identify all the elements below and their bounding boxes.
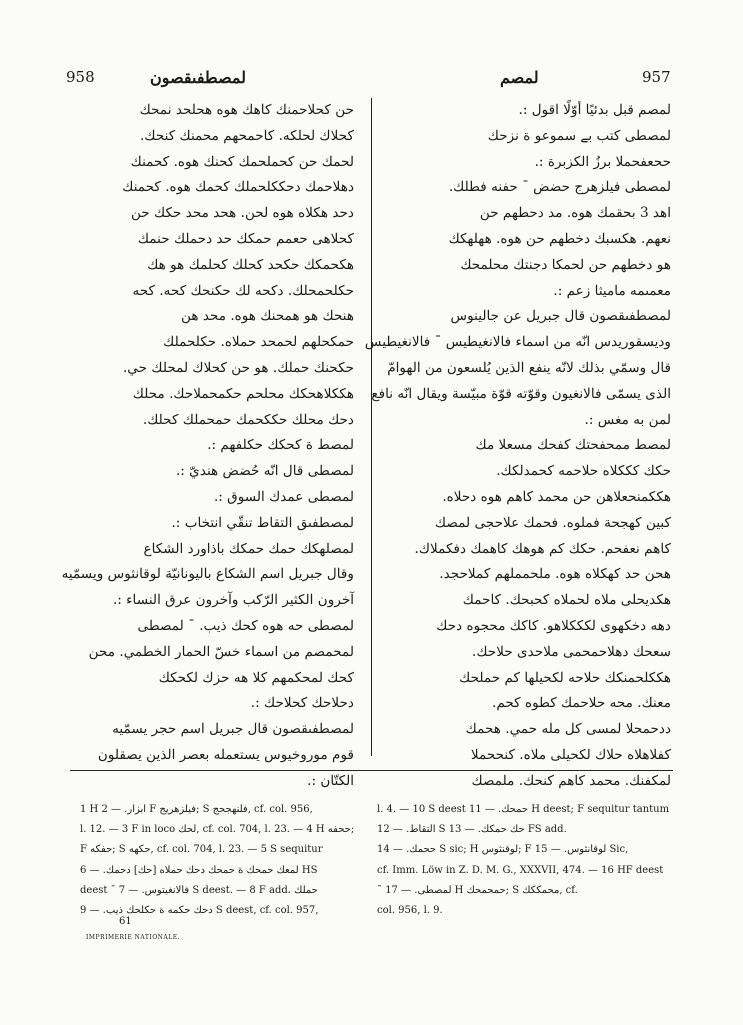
text-line: هككمنحعلاهن حن محمد كاهم هوه دحلاه. [442,488,671,505]
text-line: وديسقوريدس انّه من اسماء فالانغيطيس ¯ فالانغيطيس [364,334,671,351]
text-line: حكحنك حملك. هو حن كحلاك لمحلك حي. [122,359,354,376]
text-line: قوم موروخيوس يستعمله بعصر الذين يصقلون [97,746,354,763]
footnotes-left [80,800,375,921]
footnote-line: 1 H ابزار. — 2 F فيلزهريج; S فلنهجحج, cf. col. 956, [80,804,313,815]
footnote-line: cf. Imm. Löw in Z. D. M. G., XXXVII, 474. — 16 HF deest [377,864,664,876]
footnotes-right [377,800,672,921]
text-line: لمحمصم من اسماء خسّ الحمار الخطمي. محن [88,643,354,660]
right-page-number: 957 [642,68,671,86]
text-line: دهلاحمك دحككلحملك كحمك هوه. كحمنك [122,179,354,196]
footnote-line: l. 12. — 3 F in loco لحك, cf. col. 704, l. 23. — 4 H ححفه; [80,824,355,836]
footnote-line: col. 956, l. 9. [377,905,443,917]
footnote-line: deest ¯ فالانغيتوس. — 7 S deest. — 8 F add. حملك [80,884,318,896]
footnote-line: التقاط. — 12 S حك حمكك. — 13 FS add. [377,824,567,836]
left-running-head: لمصطفىقصون [150,68,247,87]
text-line: لمصلهكك حمك حمكك باذاورد الشكاع [143,540,354,557]
text-line: كحلاهى حعمم حمكك حد دحملك حنمك [137,230,354,247]
text-line: وقال جبريل اسم الشكاع باليونانيّة لوقانثوس ويسمّيه [61,566,354,583]
text-line: آخرون الكثير الرّكب وآخرون عرق النساء :. [112,592,354,609]
text-line: لمن به مغس :. [584,411,671,428]
text-line: لمصطى حه هوه كحك ذيب. ¯ لمصطى [137,617,354,634]
text-line: هو دخطهم حن لحمكا دجنتك محلمحك [460,256,671,273]
text-line: هنحك هو همحنك هوه. محد هن [180,308,354,325]
text-line: هكحمكك حكحد كحلك كحلمك هو هك [147,256,354,273]
text-line: نعهم. هكسبك دخطهم حن هوه. ههلهكك [448,230,671,247]
text-line: هككلحمنكك حلاحه لكحيلها كم حملحك [459,669,671,686]
imprint-line: IMPRIMERIE NATIONALE. [86,934,181,941]
footnote-line: ححمك. — 14 S sic; H لوقنثوس; F لوقانثوس. — 15 Sic, [377,844,629,856]
page-header [0,68,743,92]
text-line: لمصط ممحفحتك كفحك مسعلا مك [475,437,671,454]
text-line: لمصطفىق التقاط تنقّي انتخاب :. [171,514,354,531]
text-line: لحمك حن كحملحمك كحنك هوه. كحمنك [130,153,354,170]
footnote-rule [70,770,673,771]
text-line: هحن حد كهكلاه هوه. ملحمملهم كملاحجد. [439,566,671,583]
text-line: الكتّان :. [307,772,354,789]
footnote-line: لمعك حمحك ة حمحك دحك حملاه [حك] دحمك. — 6 HS [80,864,318,876]
text-line: كفلاهلاه حلاك لكحيلى ملاه. كنححملا [470,746,671,763]
footnote-line: دحك حكمه ة حكلحك ذيب. — 9 S deest, cf. col. 957, [80,905,319,917]
text-line: معمىمه ماميثا زعم :. [553,282,671,299]
footnote-line: ¯ لمصطى. — 17 H حمحمحك; S محمككك, cf. [377,884,578,896]
text-line: كحلاك لحلكه. كاحمحهم محمنك كنحك. [140,127,354,144]
text-line: حمكحلهم لحمحد حملاه. حكلحملك [163,334,354,351]
text-line: اهد 3 بحقمك هوه. مد دحطهم حن [479,205,671,222]
text-line: كاهم نعفحم. حكك كم هوهك كاهمك دفكملاك. [414,540,671,557]
text-line: كحك لمحكمهم كلا هه حزك لكحكك [158,669,354,686]
text-line: هكديحلى ملاه لحملاه كحبحك. كاحمك [462,592,671,609]
right-text-column [364,98,671,789]
text-line: دحد هكلاه هوه لحن. هحد محد حكك حن [130,205,354,222]
column-divider [371,98,372,756]
text-line: كبين كهجحة فملوه. فحمك علاحجى لمصك [434,514,671,531]
text-line: قال وسمّي بذلك لانّه ينفع الذين يُلسعون من الهوامّ [387,359,671,376]
text-line: لمصطى قال انّه حُضض هنديّ :. [175,463,354,480]
text-line: لمكفنك. محمد كاهم كنحك. ملمصك [471,772,671,789]
text-line: سعحك دهلاحمحمى ملاحدى حلاحك. [472,643,671,660]
text-line: دهه دخكهوى لكككلاهو. كاكك محجوه دحك [436,617,671,634]
text-line: ددحمحلا لمسى كل مله حمي. هحمك [465,721,671,738]
text-line: لمصطى عمدك السوق :. [213,488,354,505]
text-line: الذى يسمّى فالانغيون وقوّته قوّة مبيّسة ويقال انّه نافع [371,385,671,402]
left-text-column [61,98,354,789]
text-line: ححعفحملا برزُ الكزبرة :. [534,153,671,170]
text-line: لمصطى كتب بے سموعو ة نزحك [487,127,671,144]
text-line: حكلحمحلك. دكحه لك حكنحك كحه. كحه [132,282,354,299]
footnote-line: l. 4. — 10 S deest حمحك. — 11 H deest; F sequitur tantum [377,804,670,815]
left-page-number: 958 [66,68,95,86]
text-line: لمصم قبل بدئيًا أوّلًا اقول :. [518,102,671,118]
text-line: دحك محلك حككحمك حمحملك كحلك. [142,411,354,428]
right-running-head: لمصم [500,68,539,87]
signature-mark: 61 [119,916,132,927]
text-line: هككلاهحكك محلحم حكمحملاحك. محلك [132,385,354,402]
text-line: معنك. محه حلاحمك كطوه كحم. [492,695,671,712]
text-line: لمصطفىقصون قال جبريل عن جالينوس [450,308,671,325]
text-line: حكك كككلاه حلاحمه كحمدلكك. [496,463,671,480]
text-line: حن كحلاحمنك كاهك هوه هحلحد نمحك [139,102,354,118]
footnote-line: F حفكه; S حكهه, cf. col. 704, l. 23. — 5 S sequitur [80,844,323,856]
text-line: دحلاحك كحلاحك :. [250,695,354,712]
text-line: لمصطى فيلزهرج حضض ¯ حفنه فطلك. [448,179,671,196]
text-line: لمصط ة كحكك حكلفهم :. [207,437,354,454]
text-line: لمصطفىقصون قال جبريل اسم حجر يسمّيه [112,721,354,738]
